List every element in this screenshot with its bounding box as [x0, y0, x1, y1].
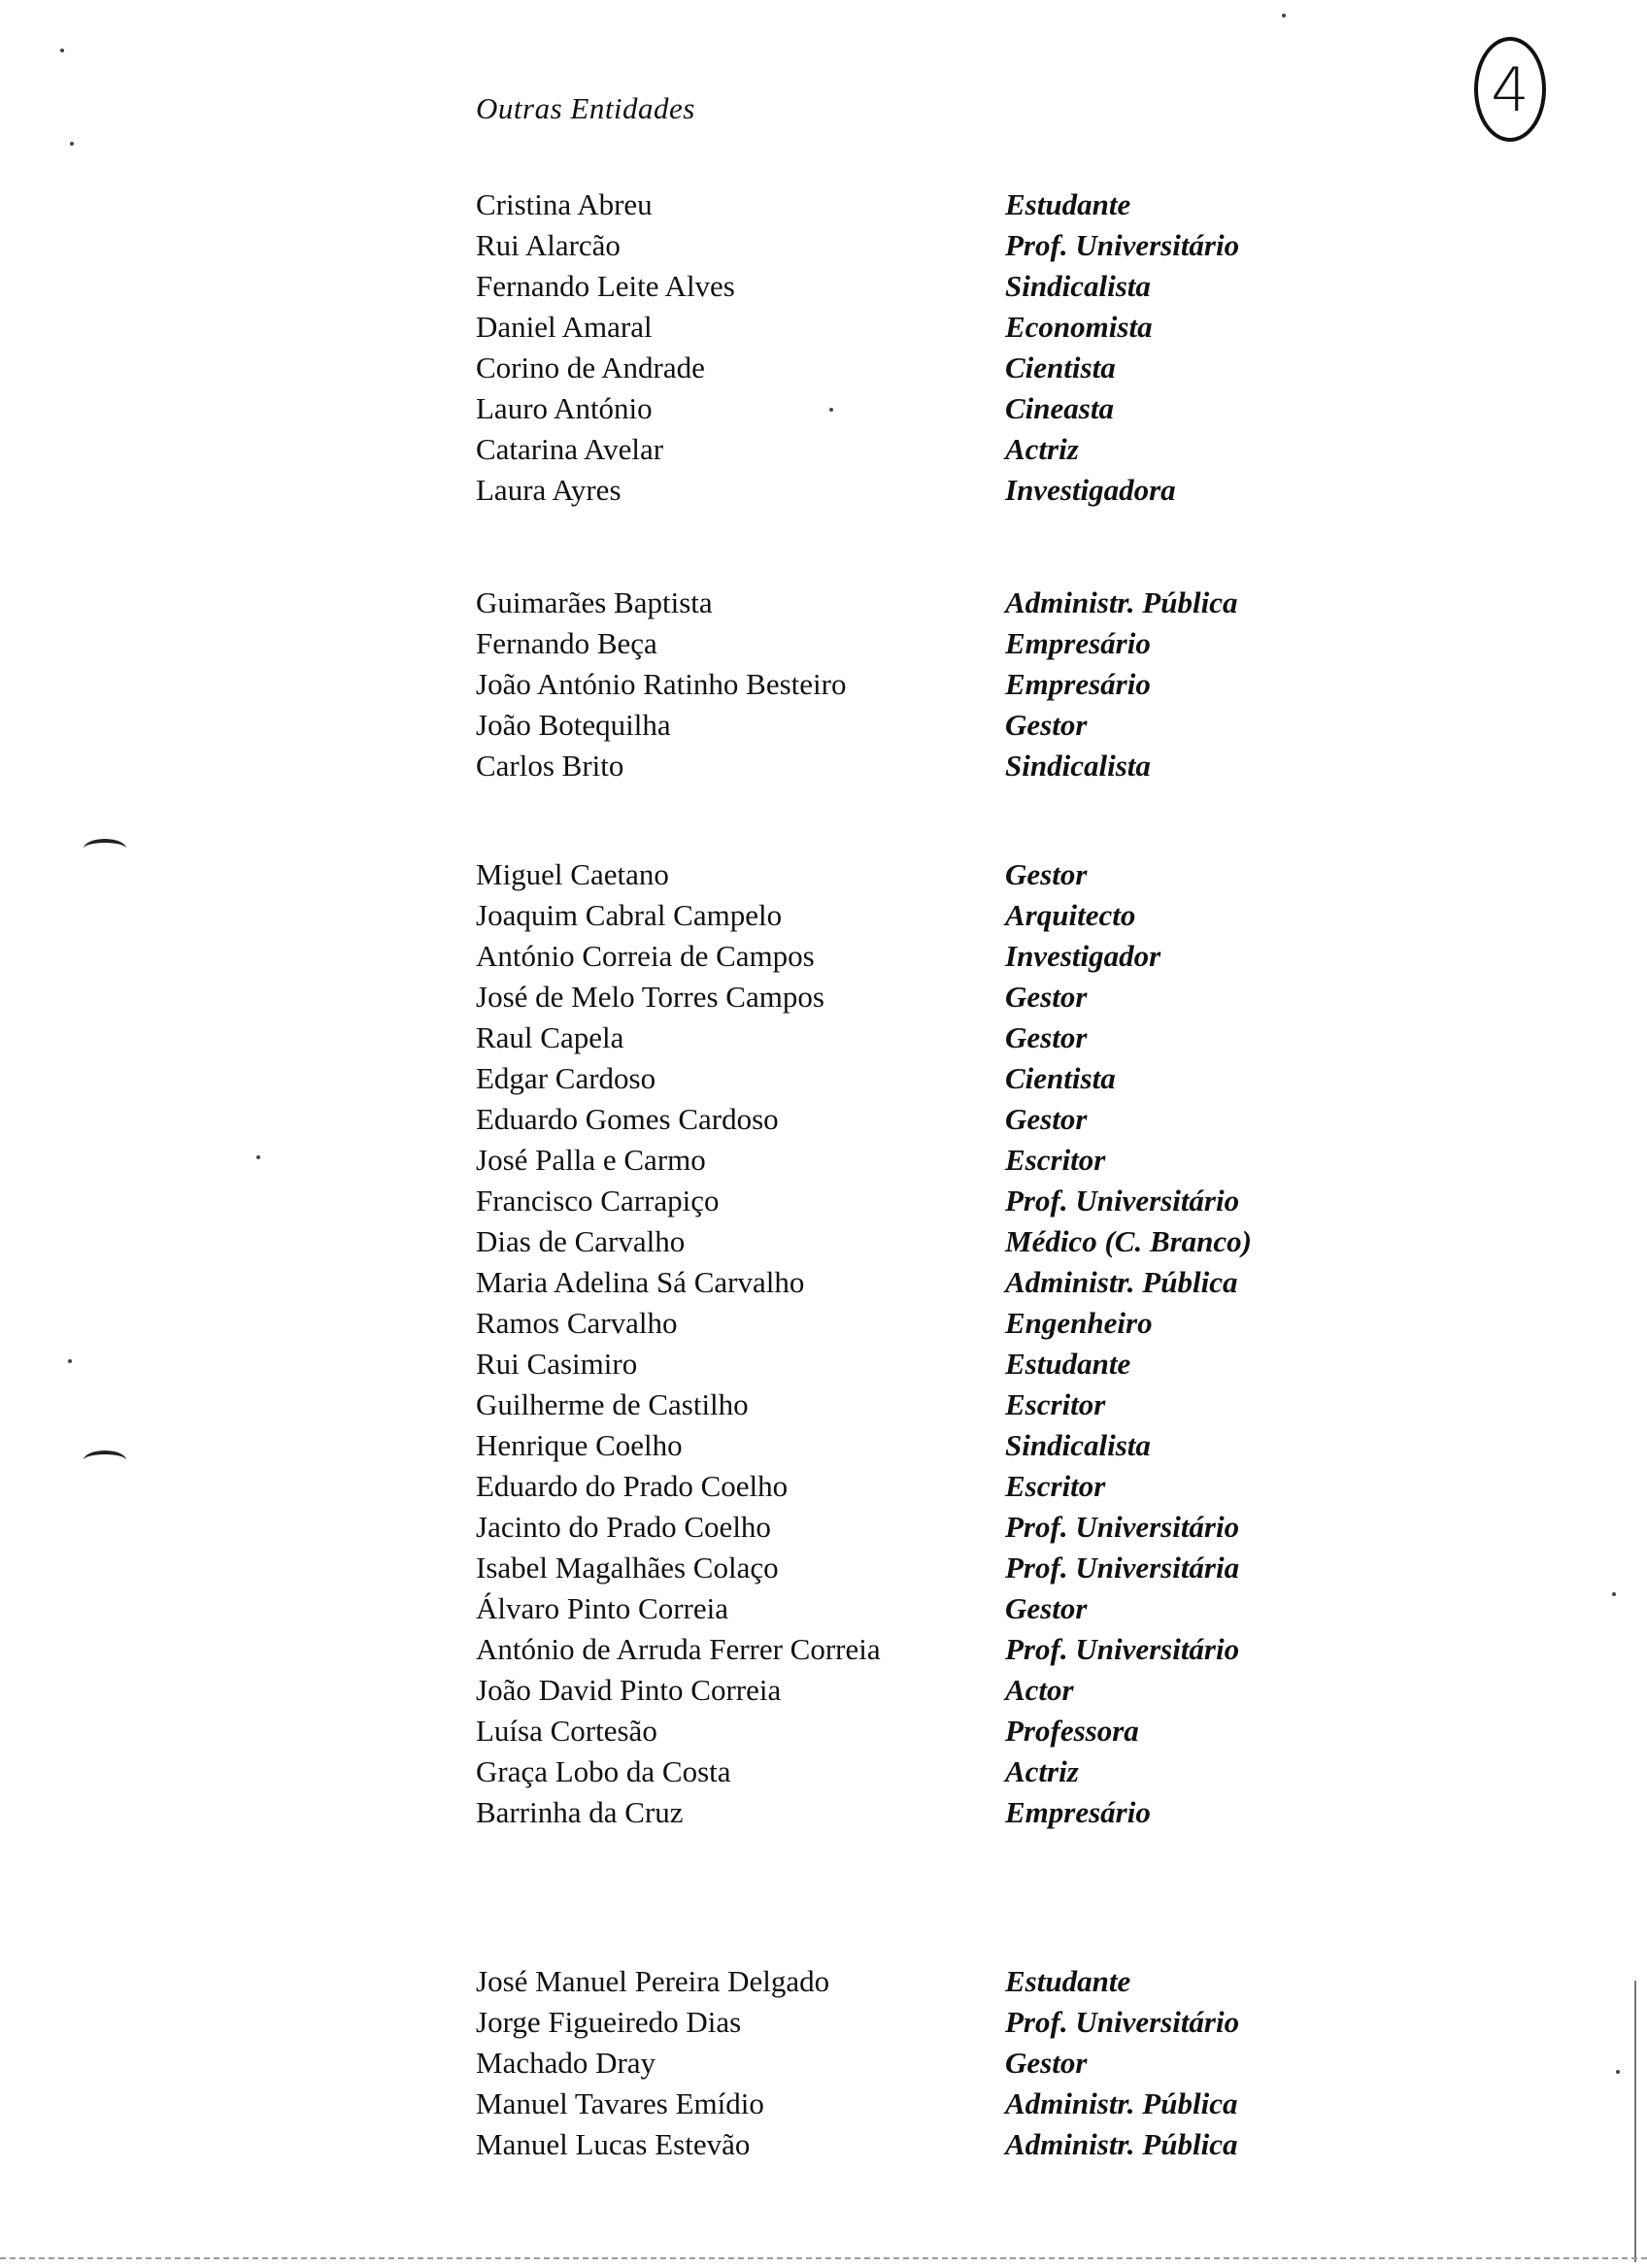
person-role: Sindicalista	[1005, 749, 1151, 783]
list-item	[476, 895, 1330, 936]
list-item	[476, 429, 1330, 470]
list-item	[476, 1181, 1330, 1221]
list-item	[476, 854, 1330, 895]
list-item	[476, 1711, 1330, 1751]
person-name: António Correia de Campos	[476, 939, 815, 973]
person-name: Guilherme de Castilho	[476, 1387, 749, 1421]
list-item	[476, 348, 1330, 388]
person-role: Cineasta	[1005, 391, 1114, 425]
person-name: José Manuel Pereira Delgado	[476, 1964, 830, 1998]
person-name: Miguel Caetano	[476, 857, 669, 891]
list-item	[476, 225, 1330, 266]
scan-speck	[256, 1155, 260, 1159]
person-name: Rui Casimiro	[476, 1347, 638, 1381]
person-name: Edgar Cardoso	[476, 1061, 656, 1095]
person-role: Escritor	[1005, 1469, 1106, 1503]
person-name: João David Pinto Correia	[476, 1673, 782, 1707]
person-name: João António Ratinho Besteiro	[476, 667, 847, 701]
person-name: Álvaro Pinto Correia	[476, 1591, 729, 1625]
person-role: Estudante	[1005, 1964, 1131, 1998]
list-item	[476, 936, 1330, 977]
person-role: Gestor	[1005, 708, 1088, 742]
person-role: Gestor	[1005, 980, 1088, 1014]
scan-speck	[829, 408, 833, 412]
person-name: Guimarães Baptista	[476, 585, 713, 619]
person-role: Estudante	[1005, 187, 1131, 221]
person-name: Maria Adelina Sá Carvalho	[476, 1265, 805, 1299]
list-item	[476, 1262, 1330, 1303]
list-item	[476, 1792, 1330, 1833]
person-role: Professora	[1005, 1714, 1139, 1748]
list-item	[476, 1384, 1330, 1425]
person-name: José Palla e Carmo	[476, 1143, 706, 1177]
person-role: Médico (C. Branco)	[1005, 1224, 1253, 1258]
person-role: Economista	[1005, 310, 1153, 344]
scan-speck	[1282, 14, 1286, 17]
person-role: Prof. Universitário	[1005, 2005, 1240, 2039]
person-role: Arquitecto	[1005, 898, 1136, 932]
person-role: Administr. Pública	[1005, 585, 1238, 619]
person-role: Gestor	[1005, 1102, 1088, 1136]
list-item	[476, 1058, 1330, 1099]
person-role: Administr. Pública	[1005, 1265, 1238, 1299]
person-role: Prof. Universitário	[1005, 228, 1240, 262]
person-name: José de Melo Torres Campos	[476, 980, 824, 1014]
person-name: Laura Ayres	[476, 473, 622, 507]
person-name: Ramos Carvalho	[476, 1306, 678, 1340]
list-item	[476, 2124, 1330, 2165]
person-role: Escritor	[1005, 1387, 1106, 1421]
list-item	[476, 977, 1330, 1017]
person-role: Empresário	[1005, 626, 1151, 660]
list-item	[476, 664, 1330, 705]
scan-bottom-edge	[0, 2257, 1647, 2259]
person-role: Gestor	[1005, 857, 1088, 891]
page-number-circled	[1474, 37, 1546, 142]
person-role: Investigador	[1005, 939, 1161, 973]
person-role: Actriz	[1005, 1754, 1079, 1788]
person-name: Lauro António	[476, 391, 653, 425]
person-name: Fernando Leite Alves	[476, 269, 735, 303]
person-role: Sindicalista	[1005, 1428, 1151, 1462]
person-role: Cientista	[1005, 350, 1116, 384]
person-name: Eduardo Gomes Cardoso	[476, 1102, 779, 1136]
person-role: Administr. Pública	[1005, 2086, 1238, 2120]
person-role: Gestor	[1005, 1591, 1088, 1625]
person-name: João Botequilha	[476, 708, 671, 742]
person-role: Gestor	[1005, 1020, 1088, 1054]
scan-edge-line	[1634, 1981, 1636, 2262]
person-name: Catarina Avelar	[476, 432, 664, 466]
list-item	[476, 1099, 1330, 1140]
list-item	[476, 746, 1330, 786]
person-name: António de Arruda Ferrer Correia	[476, 1632, 881, 1666]
person-name: Henrique Coelho	[476, 1428, 683, 1462]
scan-speck	[1612, 1592, 1616, 1596]
list-item	[476, 1629, 1330, 1670]
list-item	[476, 307, 1330, 348]
person-name: Jorge Figueiredo Dias	[476, 2005, 742, 2039]
list-item	[476, 1961, 1330, 2002]
person-role: Sindicalista	[1005, 269, 1151, 303]
person-name: Machado Dray	[476, 2046, 656, 2080]
section-heading: Outras Entidades	[476, 91, 695, 125]
person-role: Cientista	[1005, 1061, 1116, 1095]
person-role: Administr. Pública	[1005, 2127, 1238, 2161]
list-item	[476, 1670, 1330, 1711]
scan-speck	[70, 142, 74, 146]
person-name: Graça Lobo da Costa	[476, 1754, 731, 1788]
person-name: Corino de Andrade	[476, 350, 705, 384]
person-role: Empresário	[1005, 1795, 1151, 1829]
person-name: Francisco Carrapiço	[476, 1184, 720, 1217]
person-role: Empresário	[1005, 667, 1151, 701]
list-item	[476, 583, 1330, 623]
scan-speck	[68, 1359, 72, 1363]
list-item	[476, 266, 1330, 307]
margin-mark	[84, 1451, 126, 1470]
person-name: Luísa Cortesão	[476, 1714, 657, 1748]
entity-group-b	[476, 583, 1330, 786]
list-item	[476, 705, 1330, 746]
list-item	[476, 2043, 1330, 2084]
person-name: Eduardo do Prado Coelho	[476, 1469, 789, 1503]
scan-speck	[1616, 2070, 1620, 2074]
entity-group-d	[476, 1961, 1330, 2165]
person-name: Isabel Magalhães Colaço	[476, 1551, 779, 1584]
entity-group-c	[476, 854, 1330, 1833]
list-item	[476, 1507, 1330, 1548]
person-role: Prof. Universitário	[1005, 1632, 1240, 1666]
list-item	[476, 1751, 1330, 1792]
list-item	[476, 1140, 1330, 1181]
person-name: Raul Capela	[476, 1020, 624, 1054]
margin-mark	[84, 839, 126, 858]
person-name: Manuel Lucas Estevão	[476, 2127, 751, 2161]
person-role: Actriz	[1005, 432, 1079, 466]
list-item	[476, 1344, 1330, 1384]
person-name: Barrinha da Cruz	[476, 1795, 684, 1829]
list-item	[476, 1017, 1330, 1058]
list-item	[476, 1425, 1330, 1466]
entity-group-a	[476, 184, 1330, 511]
person-name: Fernando Beça	[476, 626, 657, 660]
person-name: Carlos Brito	[476, 749, 624, 783]
person-name: Cristina Abreu	[476, 187, 653, 221]
list-item	[476, 2002, 1330, 2043]
list-item	[476, 2084, 1330, 2124]
scan-speck	[60, 49, 64, 52]
person-name: Manuel Tavares Emídio	[476, 2086, 764, 2120]
list-item	[476, 1466, 1330, 1507]
list-item	[476, 184, 1330, 225]
list-item	[476, 388, 1330, 429]
person-role: Actor	[1005, 1673, 1074, 1707]
list-item	[476, 1588, 1330, 1629]
person-role: Escritor	[1005, 1143, 1106, 1177]
list-item	[476, 623, 1330, 664]
list-item	[476, 1221, 1330, 1262]
list-item	[476, 1303, 1330, 1344]
person-role: Estudante	[1005, 1347, 1131, 1381]
person-role: Gestor	[1005, 2046, 1088, 2080]
person-role: Prof. Universitário	[1005, 1510, 1240, 1544]
person-role: Prof. Universitário	[1005, 1184, 1240, 1217]
list-item	[476, 470, 1330, 511]
list-item	[476, 1548, 1330, 1588]
person-role: Engenheiro	[1005, 1306, 1153, 1340]
person-name: Joaquim Cabral Campelo	[476, 898, 783, 932]
person-role: Prof. Universitária	[1005, 1551, 1240, 1584]
person-name: Rui Alarcão	[476, 228, 621, 262]
person-name: Dias de Carvalho	[476, 1224, 686, 1258]
page-number-text: 4	[1491, 53, 1529, 125]
person-name: Jacinto do Prado Coelho	[476, 1510, 771, 1544]
person-name: Daniel Amaral	[476, 310, 653, 344]
person-role: Investigadora	[1005, 473, 1176, 507]
